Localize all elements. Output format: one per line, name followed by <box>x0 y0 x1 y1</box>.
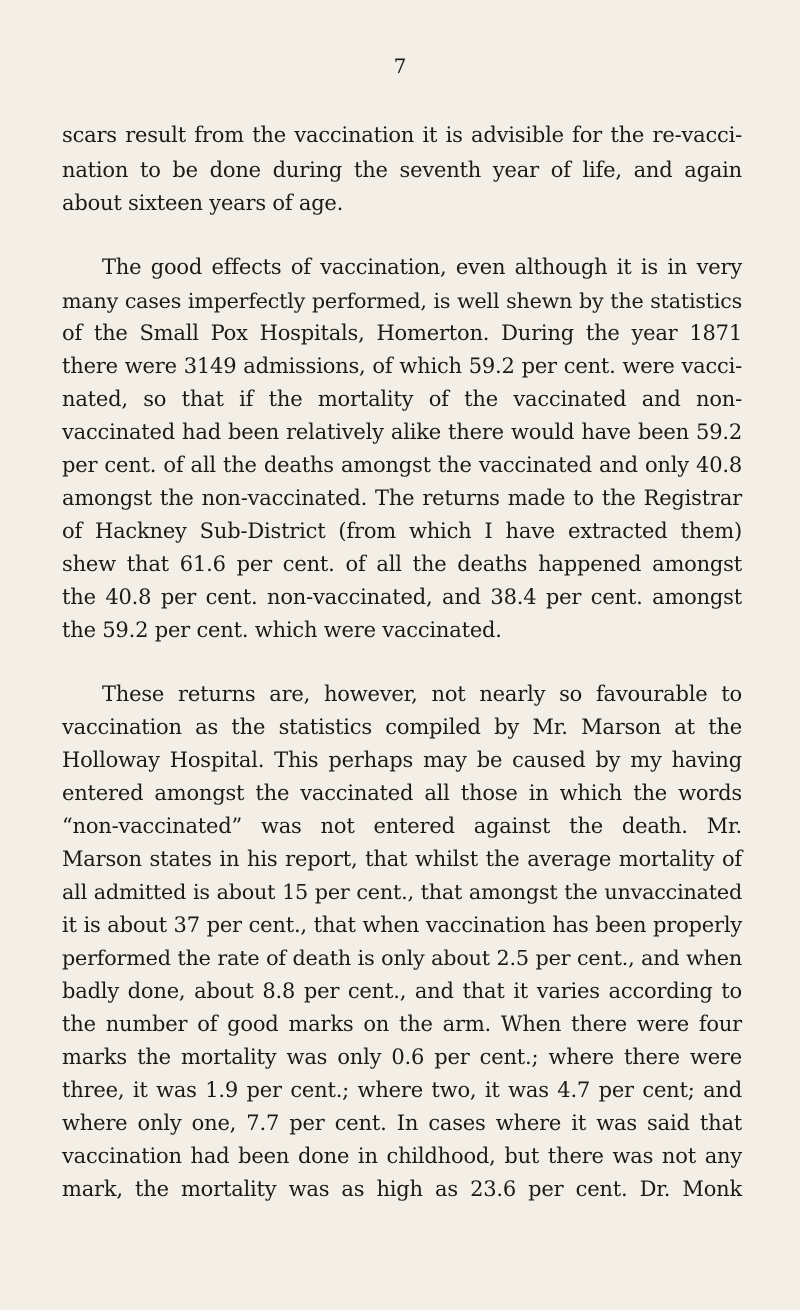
text-line: vaccination as the statistics compiled by Mr. Marson at the <box>62 715 742 739</box>
text-line: the 59.2 per cent. which were vaccinated. <box>62 618 502 642</box>
text-line: Holloway Hospital. This perhaps may be caused by my having <box>62 748 742 772</box>
text-line: three, it was 1.9 per cent.; where two, it was 4.7 per cent; and <box>62 1078 742 1102</box>
text-line: The good effects of vaccination, even although it is in very <box>102 255 742 279</box>
text-line: it is about 37 per cent., that when vaccination has been properly <box>62 913 742 937</box>
text-line: of the Small Pox Hospitals, Homerton. During the year 1871 <box>62 321 742 345</box>
text-line: vaccinated had been relatively alike there would have been 59.2 <box>62 420 742 444</box>
text-line: shew that 61.6 per cent. of all the deaths happened amongst <box>62 552 742 576</box>
page-number: 7 <box>393 54 407 78</box>
text-line: of Hackney Sub-District (from which I have extracted them) <box>62 519 742 543</box>
text-line: about sixteen years of age. <box>62 191 344 215</box>
text-line: amongst the non-vaccinated. The returns made to the Registrar <box>62 486 742 510</box>
text-line: entered amongst the vaccinated all those in which the words <box>62 781 742 805</box>
text-line: mark, the mortality was as high as 23.6 per cent. Dr. Monk <box>62 1177 742 1201</box>
text-line: the number of good marks on the arm. When there were four <box>62 1012 742 1036</box>
text-line: scars result from the vaccination it is advisible for the re-vacci- <box>62 123 742 147</box>
text-line: where only one, 7.7 per cent. In cases where it was said that <box>62 1111 742 1135</box>
text-line: vaccination had been done in childhood, but there was not any <box>62 1144 742 1168</box>
text-line: there were 3149 admissions, of which 59.2 per cent. were vacci- <box>62 354 742 378</box>
text-line: nation to be done during the seventh year of life, and again <box>62 158 742 182</box>
text-line: Marson states in his report, that whilst the average mortality of <box>62 847 742 871</box>
text-line: These returns are, however, not nearly so favourable to <box>102 682 742 706</box>
text-line: nated, so that if the mortality of the vaccinated and non- <box>62 387 742 411</box>
text-line: performed the rate of death is only about 2.5 per cent., and when <box>62 946 742 970</box>
text-line: many cases imperfectly performed, is well shewn by the statistics <box>62 289 742 313</box>
text-line: per cent. of all the deaths amongst the vaccinated and only 40.8 <box>62 453 742 477</box>
text-line: badly done, about 8.8 per cent., and that it varies according to <box>62 979 742 1003</box>
text-line: the 40.8 per cent. non-vaccinated, and 38.4 per cent. amongst <box>62 585 742 609</box>
text-line: all admitted is about 15 per cent., that amongst the unvaccinated <box>62 880 742 904</box>
text-line: marks the mortality was only 0.6 per cent.; where there were <box>62 1045 742 1069</box>
text-line: “non-vaccinated” was not entered against the death. Mr. <box>62 814 742 838</box>
